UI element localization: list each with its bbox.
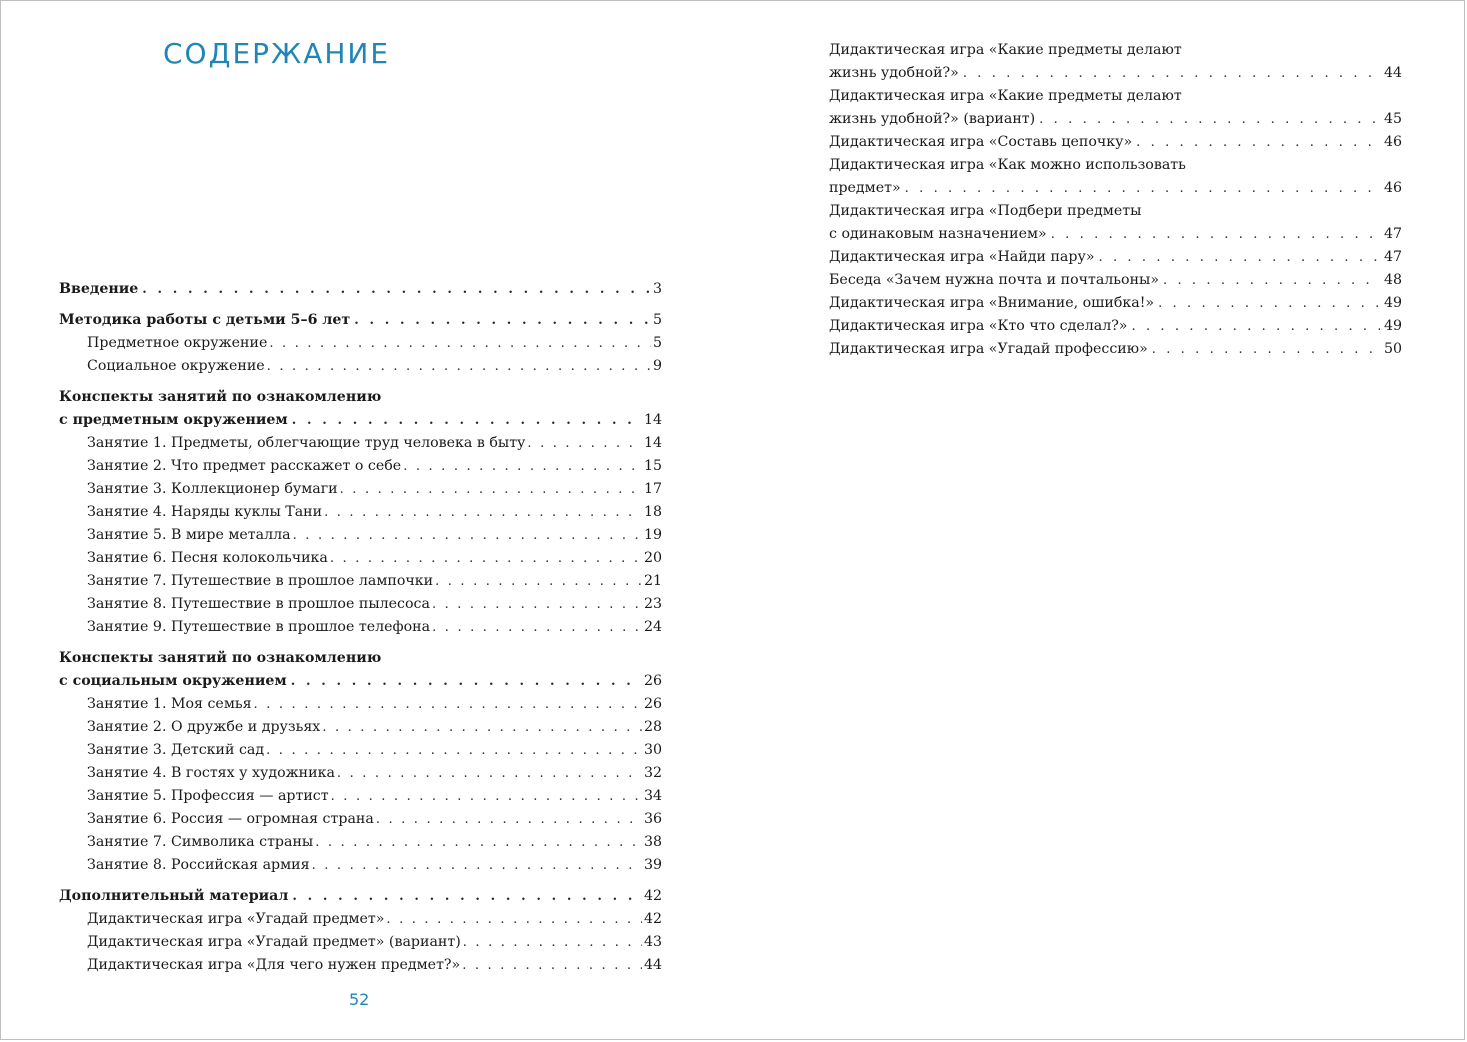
toc-entry[interactable]: Беседа «Зачем нужна почта и почтальоны» . . . 48 xyxy=(829,269,1402,292)
toc-entry[interactable]: Занятие 5. В мире металла . . . 19 xyxy=(59,524,662,547)
dot-leader xyxy=(905,177,1380,200)
toc-entry[interactable]: Занятие 2. Что предмет расскажет о себе . . . 15 xyxy=(59,455,662,478)
toc-entry-first-line: Дидактическая игра «Какие предметы делают xyxy=(829,42,1182,58)
toc-entry[interactable]: Занятие 4. Наряды куклы Тани . . . 18 xyxy=(59,501,662,524)
dot-leader xyxy=(354,309,649,332)
dot-leader xyxy=(340,478,642,501)
toc-entry[interactable]: предмет» . . . 46 xyxy=(829,177,1402,200)
toc-section-objects xyxy=(59,386,662,639)
toc-entry[interactable]: Занятие 6. Песня колокольчика . . . 20 xyxy=(59,547,662,570)
toc-entry[interactable]: Занятие 2. О дружбе и друзьях . . . 28 xyxy=(59,716,662,739)
dot-leader xyxy=(269,332,651,355)
toc-section-extra xyxy=(59,885,662,977)
dot-leader xyxy=(376,808,642,831)
toc-entry[interactable]: Занятие 8. Путешествие в прошлое пылесоса . . . 23 xyxy=(59,593,662,616)
toc-entry[interactable]: Дидактическая игра «Внимание, ошибка!» . . . 49 xyxy=(829,292,1402,315)
dot-leader xyxy=(1132,315,1380,338)
toc-entry[interactable]: жизнь удобной?» . . . 44 xyxy=(829,62,1402,85)
dot-leader xyxy=(266,739,642,762)
dot-leader xyxy=(1158,292,1380,315)
toc-entry[interactable]: Занятие 8. Российская армия . . . 39 xyxy=(59,854,662,877)
toc-left-column xyxy=(59,278,662,977)
toc-entry[interactable]: Занятие 1. Предметы, облегчающие труд человека в быту . . . 14 xyxy=(59,432,662,455)
toc-entry[interactable]: Дидактическая игра «Найди пару» . . . 47 xyxy=(829,246,1402,269)
toc-entry[interactable]: Дидактическая игра «Кто что сделал?» . . . 49 xyxy=(829,315,1402,338)
dot-leader xyxy=(254,693,642,716)
dot-leader xyxy=(142,278,649,301)
dot-leader xyxy=(1051,223,1380,246)
dot-leader xyxy=(963,62,1380,85)
dot-leader xyxy=(527,432,642,455)
dot-leader xyxy=(463,931,642,954)
dot-leader xyxy=(267,355,651,378)
toc-section-social xyxy=(59,647,662,877)
dot-leader xyxy=(330,547,642,570)
toc-entry-method[interactable]: Методика работы с детьми 5–6 лет . . . 5 xyxy=(59,309,662,332)
toc-entry[interactable]: Социальное окружение . . . 9 xyxy=(59,355,662,378)
dot-leader xyxy=(324,501,642,524)
toc-entry-first-line: Дидактическая игра «Какие предметы делают xyxy=(829,88,1182,104)
toc-entry[interactable]: Дидактическая игра «Для чего нужен предмет?» . . . 44 xyxy=(59,954,662,977)
toc-entry[interactable]: Занятие 3. Детский сад . . . 30 xyxy=(59,739,662,762)
toc-entry[interactable]: Занятие 7. Путешествие в прошлое лампочки . . . 21 xyxy=(59,570,662,593)
dot-leader xyxy=(386,908,642,931)
toc-entry[interactable]: Предметное окружение . . . 5 xyxy=(59,332,662,355)
dot-leader xyxy=(292,885,640,908)
toc-entry-first-line: Дидактическая игра «Как можно использовать xyxy=(829,157,1186,173)
toc-entry[interactable]: Занятие 6. Россия — огромная страна . . . 36 xyxy=(59,808,662,831)
toc-entry[interactable]: Дидактическая игра «Составь цепочку» . . . 46 xyxy=(829,131,1402,154)
toc-entry[interactable]: Занятие 5. Профессия — артист . . . 34 xyxy=(59,785,662,808)
dot-leader xyxy=(315,831,642,854)
dot-leader xyxy=(1163,269,1380,292)
dot-leader xyxy=(1099,246,1380,269)
dot-leader xyxy=(331,785,642,808)
toc-section-heading: Конспекты занятий по ознакомлению xyxy=(59,650,382,666)
dot-leader xyxy=(1152,338,1380,361)
toc-entry-first-line: Дидактическая игра «Подбери предметы xyxy=(829,203,1142,219)
dot-leader xyxy=(322,716,642,739)
dot-leader xyxy=(462,954,642,977)
toc-entry-social[interactable]: с социальным окружением . . . 26 xyxy=(59,670,662,693)
dot-leader xyxy=(432,616,642,639)
toc-entry[interactable]: Занятие 7. Символика страны . . . 38 xyxy=(59,831,662,854)
toc-section-method xyxy=(59,309,662,378)
toc-entry-objects[interactable]: с предметным окружением . . . 14 xyxy=(59,409,662,432)
toc-entry-intro[interactable]: Введение . . . 3 xyxy=(59,278,662,301)
dot-leader xyxy=(403,455,642,478)
dot-leader xyxy=(435,570,642,593)
dot-leader xyxy=(432,593,642,616)
toc-entry[interactable]: с одинаковым назначением» . . . 47 xyxy=(829,223,1402,246)
dot-leader xyxy=(1136,131,1380,154)
page-title: СОДЕРЖАНИЕ xyxy=(163,37,391,70)
dot-leader xyxy=(292,409,640,432)
toc-entry[interactable]: Занятие 4. В гостях у художника . . . 32 xyxy=(59,762,662,785)
toc-entry-extra[interactable]: Дополнительный материал . . . 42 xyxy=(59,885,662,908)
toc-entry[interactable]: Занятие 9. Путешествие в прошлое телефона . . . 24 xyxy=(59,616,662,639)
toc-entry[interactable]: Занятие 1. Моя семья . . . 26 xyxy=(59,693,662,716)
toc-entry[interactable]: жизнь удобной?» (вариант) . . . 45 xyxy=(829,108,1402,131)
dot-leader xyxy=(312,854,642,877)
page-number: 52 xyxy=(349,990,370,1009)
toc-entry[interactable]: Занятие 3. Коллекционер бумаги . . . 17 xyxy=(59,478,662,501)
toc-right-column xyxy=(829,39,1402,361)
toc-entry[interactable]: Дидактическая игра «Угадай профессию» . . . 50 xyxy=(829,338,1402,361)
toc-entry[interactable]: Дидактическая игра «Угадай предмет» . . . 42 xyxy=(59,908,662,931)
dot-leader xyxy=(291,670,640,693)
dot-leader xyxy=(337,762,642,785)
toc-section-heading: Конспекты занятий по ознакомлению xyxy=(59,389,382,405)
toc-entry[interactable]: Дидактическая игра «Угадай предмет» (вариант) . . . 43 xyxy=(59,931,662,954)
dot-leader xyxy=(1039,108,1380,131)
dot-leader xyxy=(293,524,642,547)
